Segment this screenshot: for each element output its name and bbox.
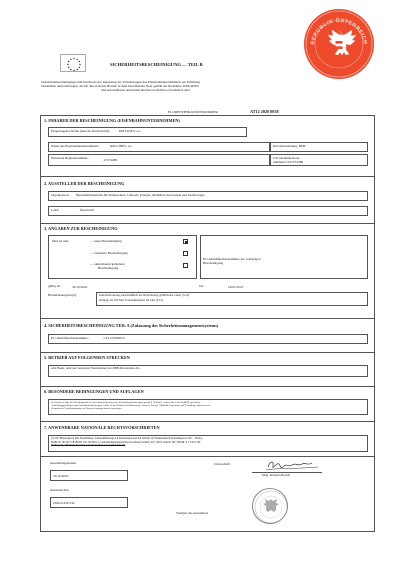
divider <box>40 421 375 422</box>
previous-id-label-2: Bescheinigung <box>203 261 224 265</box>
part-a-id-field <box>48 334 368 344</box>
option-renewed-label: — erneuerte Bescheinigung <box>90 251 128 255</box>
signature-area <box>246 458 341 478</box>
operations-line-2: Weniger als 500 Mio Tonnenkilometer im Jahr (3.12) <box>99 298 163 302</box>
legislation-line-2: BGBl. Nr. 60/1957 idF BGBl. I Nr. 60/2019; § 5 Arbeitnehmerinnenschutzverordnung Verkehr 2017 (AVO Verkehr 2017) BGBl. II 17/2012 idF <box>51 440 201 444</box>
this-is-label: Dies ist eine <box>52 239 69 243</box>
issue-date-value: 30.10.2020 <box>53 473 69 478</box>
section-2-title: 2. AUSSTELLER DER BESCHEINIGUNG <box>44 181 125 186</box>
short-name-field <box>270 142 368 152</box>
austria-seal-icon <box>304 9 374 79</box>
registered-name-label: Eingetragener Name (einschl. Rechtsform): <box>51 129 111 134</box>
vat-field <box>270 154 368 166</box>
stamp-label: Stempel des Ausstellers <box>176 511 209 515</box>
intro-line-1: Sicherheitsbescheinigung zum Nachweis der Zulassung der Vorkehrungen des Eisenbahnunternehmens zur Erfüllung <box>41 80 201 84</box>
issuer-country-field <box>48 206 368 216</box>
intro-text <box>41 80 371 92</box>
file-number-field <box>50 497 128 508</box>
company-name-label: Name des Eisenbahnunternehmens: <box>51 144 100 149</box>
national-reg-value: 27274489 <box>103 158 117 163</box>
signature-label: Unterschrift <box>214 462 231 466</box>
vat-label-2: nummer: <box>273 160 286 165</box>
registered-name-value: RM LINES, a.s. <box>118 129 141 134</box>
issuer-country-value: Österreich <box>79 208 94 213</box>
eu-id-label: EU-IDENTIFIKATIONSNUMMER <box>168 110 218 114</box>
section-7-title: 7. ANWENDBARE NATIONALE RECHTSVORSCHRIFTEN <box>44 425 160 430</box>
divider <box>40 176 375 177</box>
eu-id-value: AT12 2020 0038 <box>250 109 279 114</box>
part-a-id-label: EU-Identifikationsnummer: <box>51 336 89 341</box>
legislation-line-3: BGBl. II Nr. 298/2018, Bescheid vom 30.10.2020, GZ. 2020-0.439.334 <box>51 444 126 447</box>
option-updated-label-2: Bescheinigung <box>98 266 119 270</box>
file-number-value: 2020-0.439.334 <box>53 500 75 505</box>
legislation-line-1: (i) 1957 Bundesgesetz über Eisenbahnen, Schienenfahrzeuge auf Eisenbahnen und den Verkehr auf Eisenbahnen (Eisenbahngesetz 1957 – EisbG) <box>51 437 203 441</box>
section-5-title: 5. BETRIEB AUF FOLGENDEN STRECKEN <box>44 355 130 360</box>
issuer-org-label: Organisation: <box>51 193 70 198</box>
signer-name: Mag. Daniela Rauch <box>262 473 290 477</box>
intro-line-2: bestimmter Anforderungen, die für den sicheren Betrieb in dem betreffenden Netz gemäß der Richtlinie 2004/49/EG <box>41 84 200 89</box>
section-3-title: 3. ANGABEN ZUR BESCHEINIGUNG <box>44 226 118 231</box>
valid-to-value: 26.05.2023 <box>228 285 244 289</box>
issue-date-field <box>50 470 128 481</box>
issuer-org-value: Bundesministerium für Klimaschutz, Umwelt, Energie, Mobilität, Innovation und Technologie <box>76 193 205 198</box>
conditions-line-3: Zeitpunkt der Verkehrsaufnahme in Österreich unaufgefordert vorzulegen. <box>51 407 123 411</box>
intro-line-3: und anwendbaren nationalen Rechtsvorschriften erforderlich sind <box>101 88 190 93</box>
legislation-field <box>48 435 368 452</box>
conditions-line-2: Anstellungsgrundlagen zum Eisenbahnaufsichtsorgan erfüllt, ist der Behörde für Klimaschutz, Umwelt, Energie, Mobilität, Innovation und Technologie spätestens vor <box>51 404 211 408</box>
vat-value: CZ27274489 <box>285 160 304 165</box>
checkbox-new[interactable] <box>183 239 188 244</box>
issue-date-label: Ausstellungsdatum <box>50 461 76 465</box>
checkbox-renewed[interactable] <box>183 251 188 256</box>
divider <box>40 352 375 353</box>
divider <box>40 318 375 319</box>
section-6-title: 6. BESONDERE BEDINGUNGEN UND AUFLAGEN <box>44 389 144 394</box>
section-1-title: 1. INHABER DER BESCHEINIGUNG (EISENBAHNUNTERNEHMEN) <box>44 118 180 123</box>
option-new-label: — neue Bescheinigung <box>90 239 122 243</box>
valid-from-label: gültig ab: <box>48 284 61 288</box>
lines-text: Alle Haupt- und/oder vernetzten Nebenbahnen der ÖBB-Infrastruktur AG <box>51 366 140 371</box>
certificate-type-box <box>48 235 197 279</box>
certificate-title: SICHERHEITSBESCHEINIGUNG — TEIL B <box>110 62 203 67</box>
registered-name-field <box>48 127 247 137</box>
seal-text: REPUBLIK ÖSTERREICH <box>310 17 368 46</box>
valid-from-value: 30.10.2020 <box>72 285 88 289</box>
short-name-label: Kurzbezeichnung: <box>273 144 298 149</box>
vat-label: USt-Identifikations- <box>273 156 301 161</box>
lines-field <box>48 365 368 377</box>
eu-flag-icon <box>60 54 86 72</box>
operations-label: Betriebskategorie(n): <box>48 293 77 297</box>
national-reg-label: Nationale Registernummer: <box>51 156 89 161</box>
conditions-line-1: Der Nachweis über die Bestellung und die Vertretung Justierung eines Eisenbahnaufsichtsorgans gemäß § 18 EisbG, welches die in der EisbBFV genannten <box>51 401 201 405</box>
signature-icon <box>246 458 341 478</box>
operations-line-1: Güterbeförderung einschließlich der Beförderung gefährlicher Güter (3.10) <box>99 293 190 297</box>
company-name-field <box>48 142 270 152</box>
company-name-value: RM LINES, a.s. <box>110 144 133 149</box>
part-a-id-value: CZ1120180015 <box>103 336 125 341</box>
previous-id-label: EU-Identifikationsnummer der vorherigen <box>203 257 261 261</box>
national-reg-field <box>48 154 270 166</box>
divider <box>40 456 375 457</box>
issuer-stamp-icon <box>252 488 288 524</box>
file-number-label: Aktenzeichen <box>50 488 69 492</box>
section-4-title: 4. SICHERHEITSBESCHEINIGUNG TEIL A (Zulassung des Sicherheitsmanagementsystems) <box>44 323 219 328</box>
issuer-country-label: Land: <box>51 208 59 213</box>
option-updated-label: — aktualisierte/geänderte <box>90 262 125 266</box>
checkbox-updated[interactable] <box>183 263 188 268</box>
divider <box>40 386 375 387</box>
valid-to-label: bis: <box>199 284 204 288</box>
conditions-field <box>48 399 368 415</box>
divider <box>40 223 375 224</box>
short-name-value: RML <box>298 144 307 149</box>
issuer-org-field <box>48 191 368 201</box>
